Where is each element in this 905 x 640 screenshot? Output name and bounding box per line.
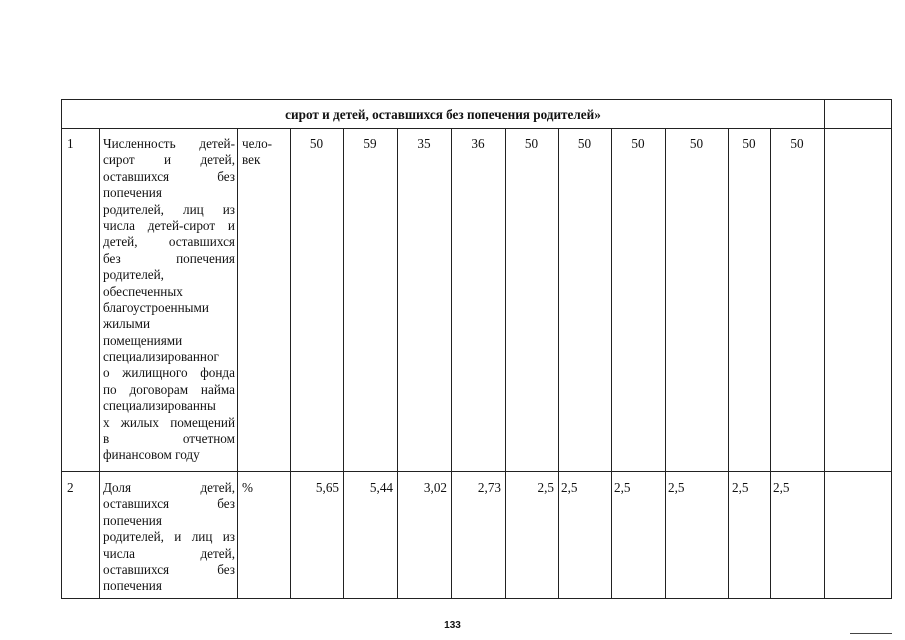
col-divider bbox=[558, 128, 559, 598]
section-header: сирот и детей, оставшихся без попечения родителей» bbox=[285, 107, 601, 122]
row-number: 2 bbox=[67, 480, 74, 495]
value-cell: 5,65 bbox=[315, 480, 339, 495]
value-cell: 2,5 bbox=[732, 480, 749, 495]
indicator-description: Численность детей- сирот и детей, оставшихся без попечения родителей, лиц из числа детей-сирот и детей, оставшихся без попечения родителей, обеспеченных благоустроенными жилыми помещениями специализированног о жилищного фонда по договорам найма специализированны х жилых помещений в отчетном финансовом году bbox=[103, 136, 235, 463]
col-divider bbox=[665, 128, 666, 598]
unit-cell: чело- век bbox=[242, 136, 273, 168]
value-cell: 2,5 bbox=[537, 480, 554, 495]
scan-edge-mark bbox=[850, 633, 892, 634]
col-divider bbox=[770, 128, 771, 598]
value-cell: 2,5 bbox=[614, 480, 631, 495]
indicators-table bbox=[61, 99, 892, 599]
col-divider bbox=[290, 128, 291, 598]
value-cell: 2,5 bbox=[668, 480, 685, 495]
row-number: 1 bbox=[67, 136, 74, 151]
header-row-divider bbox=[62, 128, 891, 129]
value-cell: 50 bbox=[631, 136, 645, 151]
col-divider bbox=[99, 128, 100, 598]
value-cell: 36 bbox=[471, 136, 485, 151]
indicator-description: Доля детей, оставшихся без попечения родителей, и лиц из числа детей, оставшихся без попечения bbox=[103, 480, 235, 594]
value-cell: 50 bbox=[524, 136, 539, 151]
value-cell: 50 bbox=[742, 136, 756, 151]
value-cell: 2,5 bbox=[561, 480, 578, 495]
value-cell: 2,73 bbox=[477, 480, 501, 495]
col-divider-last bbox=[824, 100, 825, 598]
value-cell: 3,02 bbox=[423, 480, 447, 495]
row-divider bbox=[62, 471, 891, 472]
value-cell: 2,5 bbox=[773, 480, 790, 495]
col-divider bbox=[728, 128, 729, 598]
unit-cell: % bbox=[242, 480, 253, 495]
value-cell: 50 bbox=[790, 136, 804, 151]
value-cell: 50 bbox=[309, 136, 324, 151]
col-divider bbox=[343, 128, 344, 598]
col-divider bbox=[505, 128, 506, 598]
value-cell: 50 bbox=[577, 136, 592, 151]
value-cell: 5,44 bbox=[369, 480, 393, 495]
col-divider bbox=[237, 128, 238, 598]
value-cell: 35 bbox=[417, 136, 431, 151]
value-cell: 59 bbox=[363, 136, 377, 151]
col-divider bbox=[611, 128, 612, 598]
page-number: 133 bbox=[444, 620, 461, 631]
col-divider bbox=[397, 128, 398, 598]
value-cell: 50 bbox=[689, 136, 704, 151]
col-divider bbox=[451, 128, 452, 598]
